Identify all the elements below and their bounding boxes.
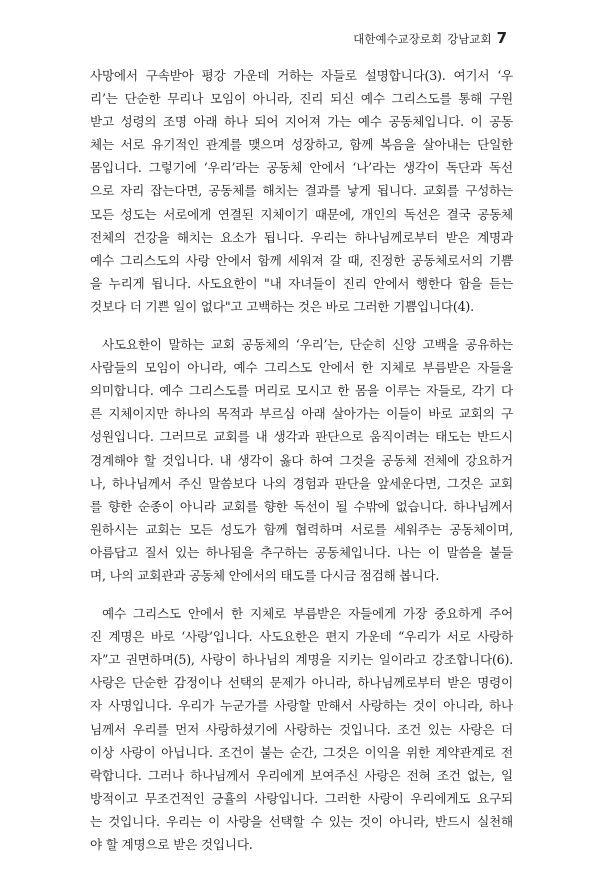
text-line: 리’는 단순한 무리나 모임이 아니라, 진리 되신 예수 그리스도를 통해 구원 bbox=[90, 91, 513, 107]
text-line: 성원입니다. 그러므로 교회를 내 생각과 판단으로 움직이려는 태도는 반드시 bbox=[90, 429, 513, 445]
text-line: 원하시는 교회는 모든 성도가 함께 협력하며 서로를 세워주는 공동체이며, bbox=[90, 521, 513, 537]
text-line: 른 지체이지만 하나의 목적과 부르심 아래 살아가는 이들이 바로 교회의 구 bbox=[90, 406, 513, 422]
header-publication: 대한예수교장로회 bbox=[353, 32, 443, 46]
text-line: 사도요한이 말하는 교회 공동체의 ‘우리’는, 단순히 신앙 고백을 공유하는 bbox=[102, 337, 513, 353]
text-line: 체는 서로 유기적인 관계를 맺으며 성장하고, 함께 복음을 살아내는 단일한 bbox=[90, 137, 513, 153]
text-line: 야 할 계명으로 받은 것입니다. bbox=[90, 837, 253, 852]
text-line: 경계해야 할 것입니다. 내 생각이 옳다 하여 그것을 공동체 전체에 강요하거 bbox=[90, 452, 513, 468]
text-line: 아름답고 질서 있는 하나됨을 추구하는 공동체입니다. 나는 이 말씀을 붙들 bbox=[90, 544, 513, 560]
text-line: 전체의 건강을 해치는 요소가 됩니다. 우리는 하나님께로부터 받은 계명과 bbox=[90, 229, 513, 245]
text-line: 는 것입니다. 우리는 이 사랑을 선택할 수 있는 것이 아니라, 반드시 실천해 bbox=[90, 813, 513, 829]
header-church: 강남교회 bbox=[447, 32, 492, 46]
body-text bbox=[90, 64, 513, 871]
text-line: 나, 하나님께서 주신 말씀보다 나의 경험과 판단을 앞세운다면, 그것은 교회 bbox=[90, 475, 513, 491]
text-line: 며, 나의 교회관과 공동체 안에서의 태도를 다시금 점검해 봅니다. bbox=[90, 567, 440, 583]
text-line: 예수 그리스도의 사랑 안에서 함께 세워져 갈 때, 진정한 공동체로서의 기쁨 bbox=[90, 252, 513, 268]
text-line: 자 사명입니다. 우리가 누군가를 사랑할 만해서 사랑하는 것이 아니라, 하나 bbox=[90, 698, 513, 714]
text-line: 모든 성도는 서로에게 연결된 지체이기 때문에, 개인의 독선은 결국 공동체 bbox=[90, 206, 513, 222]
text-line: 예수 그리스도 안에서 한 지체로 부름받은 자들에게 가장 중요하게 주어 bbox=[102, 606, 513, 622]
text-line: 받고 성령의 조명 아래 하나 되어 지어져 가는 예수 공동체입니다. 이 공동 bbox=[90, 114, 513, 130]
text-line: 사랑은 단순한 감정이나 선택의 문제가 아니라, 하나님께로부터 받은 명령이 bbox=[90, 675, 513, 691]
text-line: 을 누리게 됩니다. 사도요한이 "내 자녀들이 진리 안에서 행한다 함을 듣는 bbox=[90, 275, 513, 291]
text-line: 의미합니다. 예수 그리스도를 머리로 모시고 한 몸을 이루는 자들로, 각기 다 bbox=[90, 383, 513, 399]
text-line: 진 계명은 바로 ‘사랑’입니다. 사도요한은 편지 가운데 “우리가 서로 사랑하 bbox=[90, 629, 513, 645]
paragraph bbox=[90, 64, 513, 318]
text-line: 락합니다. 그러나 하나님께서 우리에게 보여주신 사랑은 전혀 조건 없는, 일 bbox=[90, 767, 513, 783]
text-line: 를 향한 순종이 아니라 교회를 향한 독선이 될 수밖에 없습니다. 하나님께서 bbox=[90, 498, 513, 514]
running-header bbox=[353, 29, 507, 47]
text-line: 으로 자리 잡는다면, 공동체를 해치는 결과를 낳게 됩니다. 교회를 구성하는 bbox=[90, 183, 513, 199]
text-line: 님께서 우리를 먼저 사랑하셨기에 사랑하는 것입니다. 조건 있는 사랑은 더 bbox=[90, 721, 513, 737]
text-line: 것보다 더 기쁜 일이 없다"고 고백하는 것은 바로 그러한 기쁨입니다(4). bbox=[90, 298, 474, 314]
paragraph bbox=[90, 602, 513, 856]
page-number: 7 bbox=[496, 29, 507, 47]
text-line: 이상 사랑이 아닙니다. 조건이 붙는 순간, 그것은 이익을 위한 계약관계로 전 bbox=[90, 744, 513, 760]
paragraph bbox=[90, 333, 513, 587]
text-line: 사람들의 모임이 아니라, 예수 그리스도 안에서 한 지체로 부름받은 자들을 bbox=[90, 360, 513, 376]
text-line: 몸입니다. 그렇기에 ‘우리’라는 공동체 안에서 ‘나’라는 생각이 독단과 독선 bbox=[90, 160, 513, 176]
text-line: 자”고 권면하며(5), 사랑이 하나님의 계명을 지키는 일이라고 강조합니다(6). bbox=[90, 652, 513, 668]
text-line: 사망에서 구속받아 평강 가운데 거하는 자들로 설명합니다(3). 여기서 ‘우 bbox=[90, 68, 513, 83]
text-line: 방적이고 무조건적인 긍휼의 사랑입니다. 그러한 사랑이 우리에게도 요구되 bbox=[90, 790, 513, 806]
